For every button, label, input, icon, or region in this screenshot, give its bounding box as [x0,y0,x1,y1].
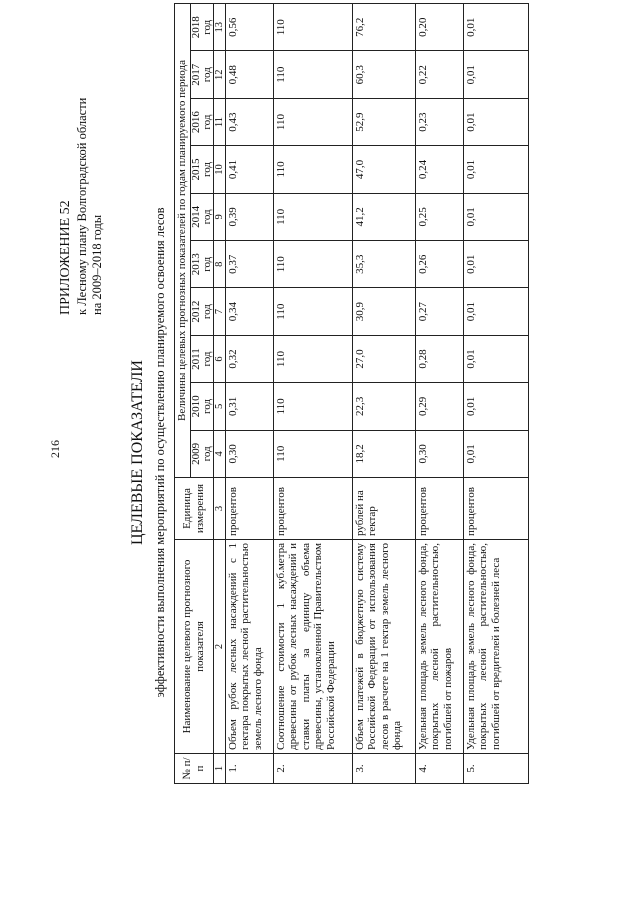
unit-cell: рублей на гектар [352,478,415,540]
appendix-title: ПРИЛОЖЕНИЕ 52 [58,200,73,315]
column-index: 2 [213,540,225,754]
header-years-group: Величины целевых прогнозных показателей по годам планируемого периода [175,4,191,478]
value-cell: 0,34 [225,288,273,335]
value-cell: 76,2 [352,4,415,51]
value-cell: 0,29 [415,383,463,430]
value-cell: 0,27 [415,288,463,335]
value-cell: 27,0 [352,335,415,382]
column-index: 1 [213,754,225,784]
value-cell: 0,43 [225,98,273,145]
value-cell: 110 [273,430,352,477]
value-cell: 0,25 [415,193,463,240]
column-index-row [213,4,225,784]
row-number: 5. [463,754,528,784]
column-index: 13 [213,4,225,51]
appendix-reference-line-2: на 2009–2018 годы [90,214,104,315]
value-cell: 110 [273,383,352,430]
column-index: 3 [213,478,225,540]
unit-cell: процентов [273,478,352,540]
table-header-row [175,4,191,784]
column-index: 8 [213,241,225,288]
value-cell: 0,30 [415,430,463,477]
value-cell: 60,3 [352,51,415,98]
table-row [225,4,273,784]
header-year: 2013 год [190,241,213,288]
column-index: 9 [213,193,225,240]
value-cell: 0,01 [463,51,528,98]
value-cell: 0,22 [415,51,463,98]
header-year: 2015 год [190,146,213,193]
column-index: 6 [213,335,225,382]
column-index: 10 [213,146,225,193]
indicators-table [174,3,529,784]
header-year: 2016 год [190,98,213,145]
row-number: 1. [225,754,273,784]
value-cell: 110 [273,146,352,193]
value-cell: 0,39 [225,193,273,240]
value-cell: 0,30 [225,430,273,477]
header-year: 2011 год [190,335,213,382]
indicator-name: Удельная площадь земель лесного фонда, покрытых лесной растительностью, погибшей от вредителей и болезней леса [463,540,528,754]
value-cell: 0,28 [415,335,463,382]
value-cell: 35,3 [352,241,415,288]
header-year: 2017 год [190,51,213,98]
value-cell: 110 [273,51,352,98]
table-row [463,4,528,784]
value-cell: 0,01 [463,4,528,51]
column-index: 12 [213,51,225,98]
table-row [415,4,463,784]
value-cell: 0,56 [225,4,273,51]
value-cell: 47,0 [352,146,415,193]
value-cell: 110 [273,4,352,51]
value-cell: 0,23 [415,98,463,145]
document-heading: ЦЕЛЕВЫЕ ПОКАЗАТЕЛИ [129,360,146,545]
header-year: 2012 год [190,288,213,335]
page-number: 216 [48,440,62,458]
value-cell: 0,01 [463,241,528,288]
indicator-name: Объем платежей в бюджетную систему Российской Федерации от использования лесов в расчете на 1 гектар земель лесного фонда [352,540,415,754]
value-cell: 110 [273,98,352,145]
unit-cell: процентов [415,478,463,540]
header-no: № п/п [175,754,214,784]
indicator-name: Удельная площадь земель лесного фонда, покрытых лесной растительностью, погибшей от пожаров [415,540,463,754]
value-cell: 52,9 [352,98,415,145]
value-cell: 0,01 [463,383,528,430]
header-year: 2010 год [190,383,213,430]
column-index: 11 [213,98,225,145]
value-cell: 41,2 [352,193,415,240]
header-year: 2009 год [190,430,213,477]
value-cell: 0,01 [463,98,528,145]
value-cell: 0,32 [225,335,273,382]
table-row [273,4,352,784]
value-cell: 0,31 [225,383,273,430]
value-cell: 110 [273,193,352,240]
unit-cell: процентов [463,478,528,540]
column-index: 7 [213,288,225,335]
indicator-name: Объем рубок лесных насаждений с 1 гектара покрытых лесной растительностью земель лесного фонда [225,540,273,754]
indicator-name: Соотношение стоимости 1 куб.метра древесины от рубок лесных насаждений и ставки платы за единицу объема древесины, установленной Правительством Российской Федерации [273,540,352,754]
unit-cell: процентов [225,478,273,540]
value-cell: 0,48 [225,51,273,98]
appendix-reference-line-1: к Лесному плану Волгоградской области [75,97,89,315]
row-number: 3. [352,754,415,784]
value-cell: 0,37 [225,241,273,288]
column-index: 5 [213,383,225,430]
column-index: 4 [213,430,225,477]
value-cell: 0,01 [463,430,528,477]
value-cell: 0,01 [463,193,528,240]
table-row [352,4,415,784]
row-number: 4. [415,754,463,784]
value-cell: 0,41 [225,146,273,193]
value-cell: 0,01 [463,146,528,193]
header-name: Наименование целевого прогнозного показателя [175,540,214,754]
header-year: 2018 год [190,4,213,51]
value-cell: 0,01 [463,335,528,382]
row-number: 2. [273,754,352,784]
header-unit: Единица измерения [175,478,214,540]
value-cell: 30,9 [352,288,415,335]
value-cell: 0,20 [415,4,463,51]
value-cell: 0,24 [415,146,463,193]
value-cell: 18,2 [352,430,415,477]
value-cell: 110 [273,335,352,382]
header-year: 2014 год [190,193,213,240]
value-cell: 110 [273,241,352,288]
value-cell: 0,01 [463,288,528,335]
value-cell: 22,3 [352,383,415,430]
document-subheading: эффективности выполнения мероприятий по осуществлению планируемого освоения лесов [153,207,167,698]
value-cell: 0,26 [415,241,463,288]
value-cell: 110 [273,288,352,335]
